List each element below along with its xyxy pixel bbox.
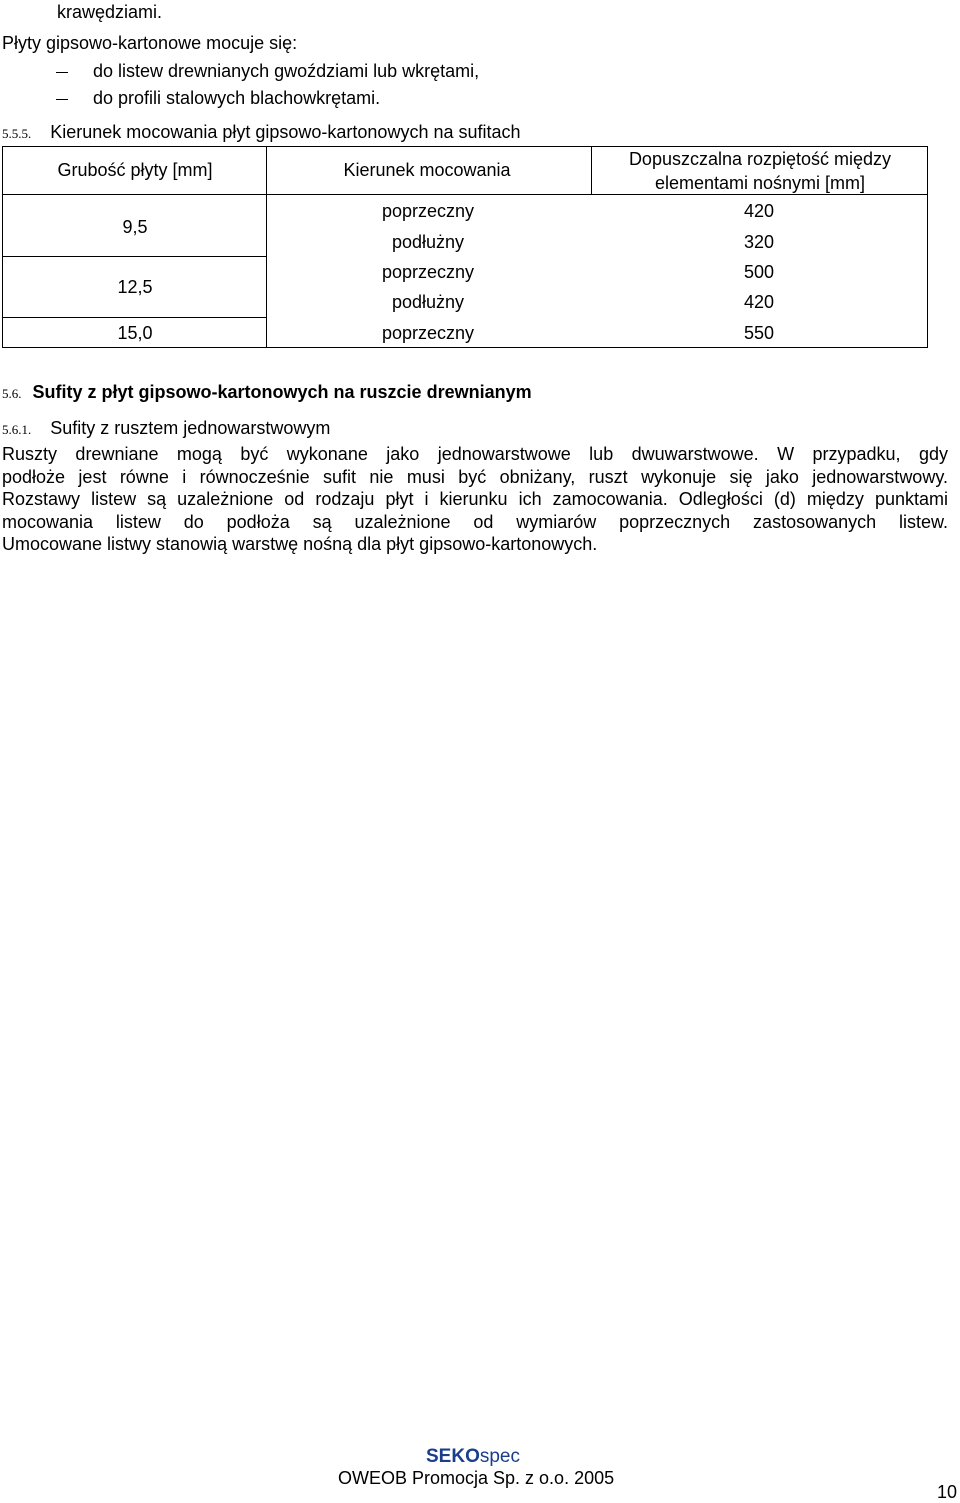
- section-heading: [2, 382, 532, 403]
- list-item-text: do profili stalowych blachowkrętami.: [93, 88, 381, 108]
- header-direction: Kierunek mocowania: [343, 160, 511, 180]
- cell-direction: poprzeczny: [381, 201, 475, 221]
- table-divider: [591, 147, 592, 194]
- cell-span: 550: [743, 323, 775, 343]
- page-number: 10: [937, 1482, 958, 1502]
- header-span-line1: Dopuszczalna rozpiętość między: [628, 149, 892, 169]
- cell-span: 500: [743, 262, 775, 282]
- paragraph-line: Umocowane listwy stanowią warstwę nośną dla płyt gipsowo-kartonowych.: [2, 534, 598, 554]
- dash-bullet-icon: [56, 99, 68, 100]
- paragraph-line: podłoże jest równe i równocześnie sufit nie musi być obniżany, ruszt wykonuje się jako jednowarstwowy.: [2, 466, 948, 487]
- table-divider: [266, 147, 267, 347]
- cell-thickness: 12,5: [117, 277, 153, 297]
- section-title: Kierunek mocowania płyt gipsowo-kartonowych na sufitach: [50, 122, 521, 142]
- cell-direction: poprzeczny: [381, 323, 475, 343]
- subsection-heading: [2, 418, 330, 439]
- table-divider: [3, 256, 266, 257]
- cell-thickness: 15,0: [117, 323, 153, 343]
- paragraph-line: Rozstawy listew są uzależnione od rodzaju płyt i kierunku ich zamocowania. Odległości (d) między punktami: [2, 489, 948, 509]
- intro-text: Płyty gipsowo-kartonowe mocuje się:: [2, 33, 298, 53]
- header-thickness: Grubość płyty [mm]: [57, 160, 213, 180]
- cell-span: 420: [743, 292, 775, 312]
- logo-light-text: spec: [479, 1446, 520, 1467]
- footer-company: OWEOB Promocja Sp. z o.o. 2005: [338, 1468, 615, 1488]
- list-item-text: do listew drewnianych gwoździami lub wkrętami,: [93, 61, 480, 81]
- list-item: [56, 61, 479, 82]
- section-title: Sufity z płyt gipsowo-kartonowych na ruszcie drewnianym: [32, 382, 532, 402]
- footer-logo: [426, 1446, 520, 1468]
- section-number: 5.5.5.: [2, 126, 32, 141]
- cell-span: 320: [743, 232, 775, 252]
- paragraph-line: Ruszty drewniane mogą być wykonane jako jednowarstwowe lub dwuwarstwowe. W przypadku, gdy: [2, 444, 948, 464]
- section-number: 5.6.: [2, 386, 22, 401]
- span-table: [2, 146, 928, 348]
- list-item: [56, 88, 380, 109]
- section-number: 5.6.1.: [2, 422, 32, 437]
- table-divider: [3, 194, 927, 195]
- body-paragraph: [2, 443, 948, 556]
- logo-bold-text: SEKO: [426, 1446, 480, 1467]
- cell-thickness: 9,5: [122, 217, 148, 237]
- cell-direction: podłużny: [391, 232, 465, 252]
- section-title: Sufity z rusztem jednowarstwowym: [50, 418, 331, 438]
- table-divider: [3, 317, 266, 318]
- cell-direction: poprzeczny: [381, 262, 475, 282]
- cell-direction: podłużny: [391, 292, 465, 312]
- paragraph-line: mocowania listew do podłoża są uzależnione od wymiarów poprzecznych zastosowanych listew.: [2, 511, 948, 532]
- cell-span: 420: [743, 201, 775, 221]
- section-heading: [2, 122, 521, 143]
- continuation-text: krawędziami.: [57, 2, 163, 22]
- dash-bullet-icon: [56, 72, 68, 73]
- header-span-line2: elementami nośnymi [mm]: [654, 173, 866, 193]
